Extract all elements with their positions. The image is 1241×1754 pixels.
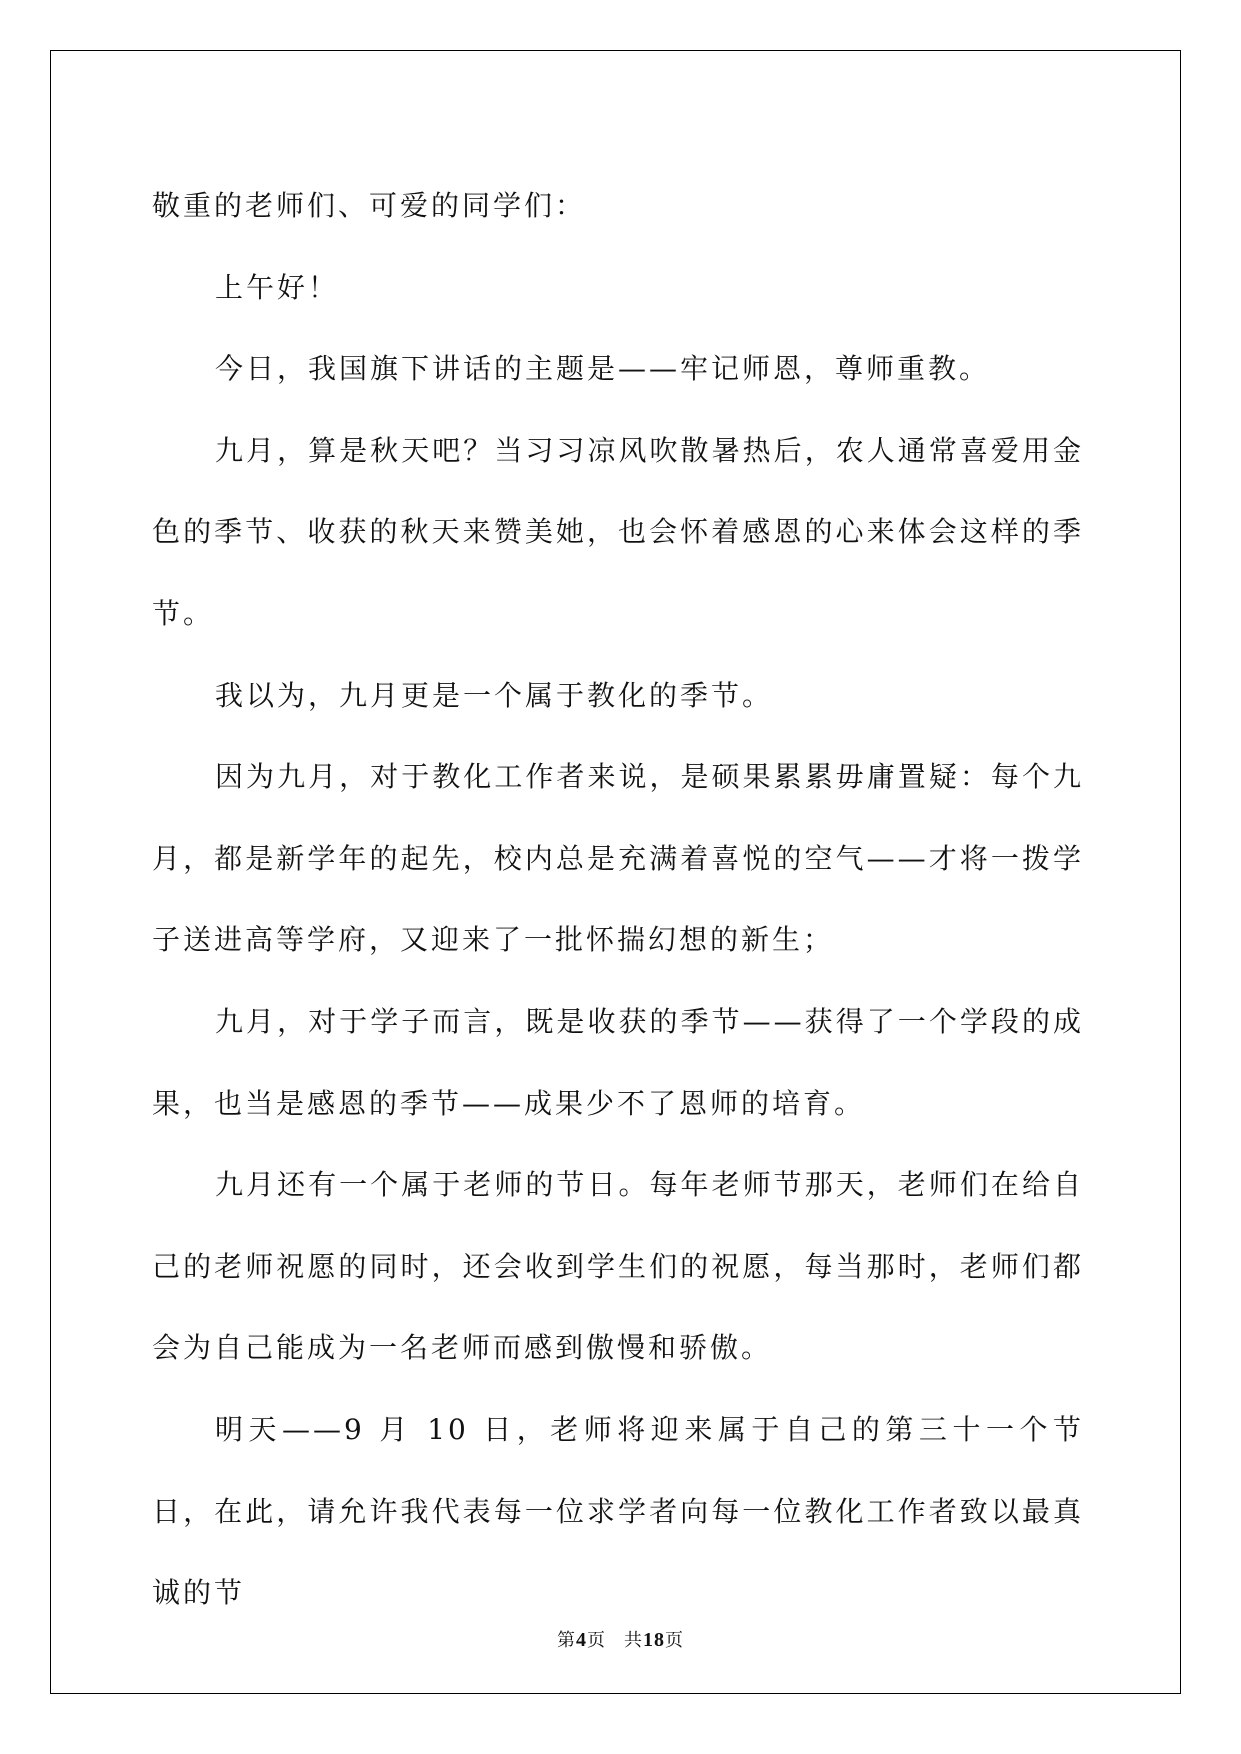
document-body (152, 165, 1084, 1634)
paragraph-greeting: 上午好！ (215, 270, 340, 304)
page-prefix: 第 (557, 1630, 576, 1651)
total-prefix: 共 (624, 1630, 643, 1651)
paragraph-september-autumn: 九月，算是秋天吧？当习习凉风吹散暑热后，农人通常喜爱用金色的季节、收获的秋天来赞美她，也会怀着感恩的心来体会这样的季节。 (152, 433, 1084, 630)
page-total: 18 (643, 1629, 665, 1651)
page-footer (0, 1626, 1241, 1652)
page-suffix: 页 (587, 1630, 606, 1651)
paragraph-education-season: 我以为，九月更是一个属于教化的季节。 (215, 678, 774, 712)
paragraph-theme: 今日，我国旗下讲话的主题是——牢记师恩，尊师重教。 (215, 352, 991, 386)
total-suffix: 页 (665, 1630, 684, 1651)
paragraph-students: 九月，对于学子而言，既是收获的季节——获得了一个学段的成果，也当是感恩的季节——成果少不了恩师的培育。 (152, 1004, 1084, 1120)
salutation: 敬重的老师们、可爱的同学们： (152, 189, 587, 222)
paragraph-educators: 因为九月，对于教化工作者来说，是硕果累累毋庸置疑：每个九月，都是新学年的起先，校内总是充满着喜悦的空气——才将一拨学子送进高等学府，又迎来了一批怀揣幻想的新生； (152, 760, 1084, 957)
page-number: 4 (576, 1629, 587, 1651)
paragraph-tomorrow: 明天——9 月 10 日，老师将迎来属于自己的第三十一个节日，在此，请允许我代表每一位求学者向每一位教化工作者致以最真诚的节 (152, 1412, 1084, 1610)
paragraph-teachers-day: 九月还有一个属于老师的节日。每年老师节那天，老师们在给自己的老师祝愿的同时，还会收到学生们的祝愿，每当那时，老师们都会为自己能成为一名老师而感到傲慢和骄傲。 (152, 1168, 1084, 1365)
